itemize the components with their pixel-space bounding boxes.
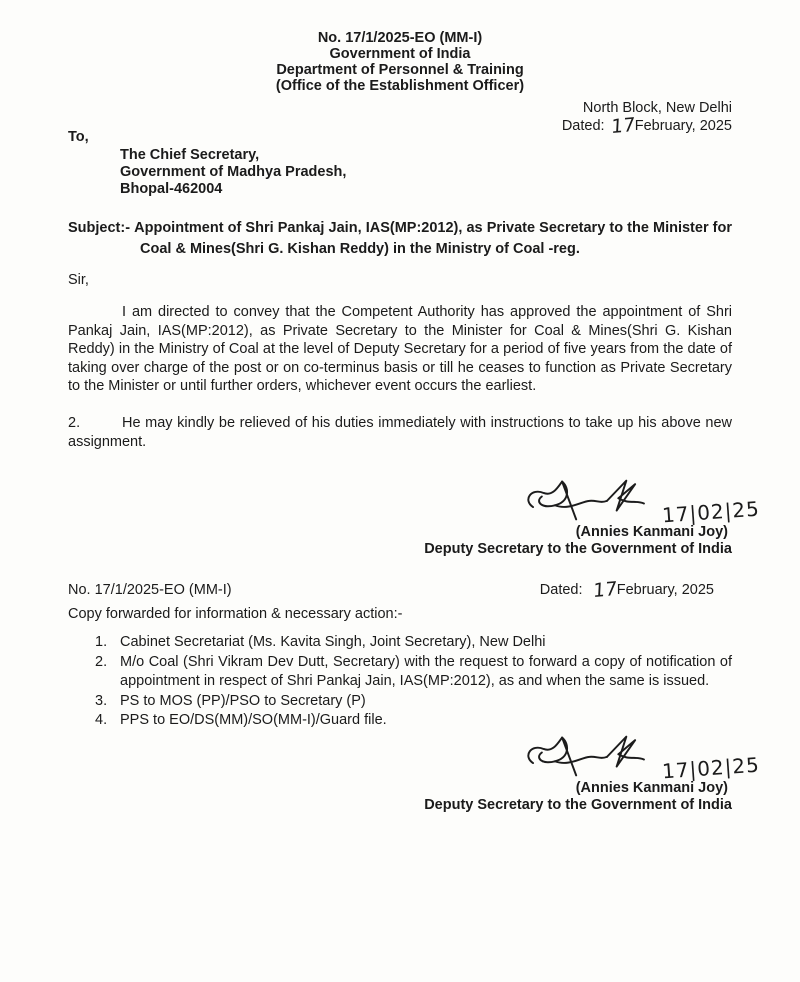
reference-number: No. 17/1/2025-EO (MM-I) (317, 30, 483, 46)
signatory-name: (Annies Kanmani Joy) (575, 524, 728, 541)
list-item-text: PPS to EO/DS(MM)/SO(MM-I)/Guard file. (120, 712, 387, 729)
paragraph-2-number: 2. (68, 414, 81, 431)
list-item-text: PS to MOS (PP)/PSO to Secretary (P) (120, 692, 366, 709)
letterhead (68, 30, 732, 94)
handwritten-day: 17 (610, 113, 636, 138)
copy-reference-number: No. 17/1/2025-EO (MM-I) (68, 582, 232, 599)
subject-line (68, 218, 732, 259)
signature-block-2 (68, 733, 761, 814)
copy-forward-heading: Copy forwarded for information & necessary action:- (68, 606, 403, 623)
signature-block-1 (68, 477, 761, 558)
copy-reference-row (68, 578, 732, 603)
body-paragraph-1: I am directed to convey that the Competent Authority has approved the appointment of Shri Pankaj Jain, IAS(MP:2012), as Private Secretary to the Minister for Coal & Mines(Shri G. Kishan Reddy) in the Ministry of Coal at the level of Deputy Secretary for a period of five years from the date of taking over charge of the post or on co-terminus basis or till he ceases to function as Private Secretary to the Minister or until further orders, whichever event occurs the earliest. (68, 304, 732, 395)
subject-label: Subject:- (68, 220, 131, 236)
list-item-number: 2. (95, 653, 108, 670)
list-item-number: 3. (95, 692, 108, 709)
place-line: North Block, New Delhi (582, 100, 732, 116)
handwritten-signature-date: 17|02|25 (661, 496, 761, 528)
signature-row (68, 477, 761, 528)
copy-dated-label: Dated: (539, 582, 583, 599)
signature-scribble (526, 477, 658, 523)
list-item (68, 653, 732, 692)
list-item (68, 711, 732, 731)
org-line-3: (Office of the Establishment Officer) (275, 78, 525, 94)
addressee-block (120, 147, 732, 198)
signature-scribble (526, 733, 658, 779)
addressee-line-2: Government of Madhya Pradesh, (120, 164, 347, 180)
copy-date-line (539, 578, 714, 603)
org-line-2: Department of Personnel & Training (276, 62, 524, 78)
signature-row (68, 733, 761, 784)
distribution-list (68, 633, 732, 731)
salutation: Sir, (68, 272, 89, 288)
list-item-text: M/o Coal (Shri Vikram Dev Dutt, Secretary) with the request to forward a copy of notification of appointment in respect of Shri Pankaj Jain, IAS(MP:2012), as and when the same is issued. (120, 653, 732, 690)
org-line-1: Government of India (329, 46, 471, 62)
list-item-number: 1. (95, 634, 108, 651)
copy-date-rest: February, 2025 (616, 582, 714, 599)
addressee-line-3: Bhopal-462004 (120, 181, 223, 197)
date-rest: February, 2025 (634, 117, 732, 134)
subject-text: Appointment of Shri Pankaj Jain, IAS(MP:2012), as Private Secretary to the Minister for Coal & Mines(Shri G. Kishan Reddy) in the Ministry of Coal -reg. (134, 220, 733, 257)
to-label: To, (68, 129, 89, 145)
list-item (68, 633, 732, 653)
list-item-number: 4. (95, 712, 108, 729)
signatory-title: Deputy Secretary to the Government of India (424, 541, 732, 558)
body-paragraph-2 (68, 414, 732, 451)
handwritten-signature-date: 17|02|25 (661, 752, 761, 784)
signatory-name: (Annies Kanmani Joy) (575, 779, 728, 796)
list-item (68, 692, 732, 712)
addressee-line-1: The Chief Secretary, (120, 147, 260, 163)
copy-handwritten-day: 17 (592, 578, 618, 603)
dated-label: Dated: (561, 117, 605, 134)
list-item-text: Cabinet Secretariat (Ms. Kavita Singh, Joint Secretary), New Delhi (120, 634, 546, 651)
paragraph-2-text: He may kindly be relieved of his duties immediately with instructions to take up his above new assignment. (68, 414, 732, 450)
signatory-title: Deputy Secretary to the Government of India (424, 796, 732, 813)
